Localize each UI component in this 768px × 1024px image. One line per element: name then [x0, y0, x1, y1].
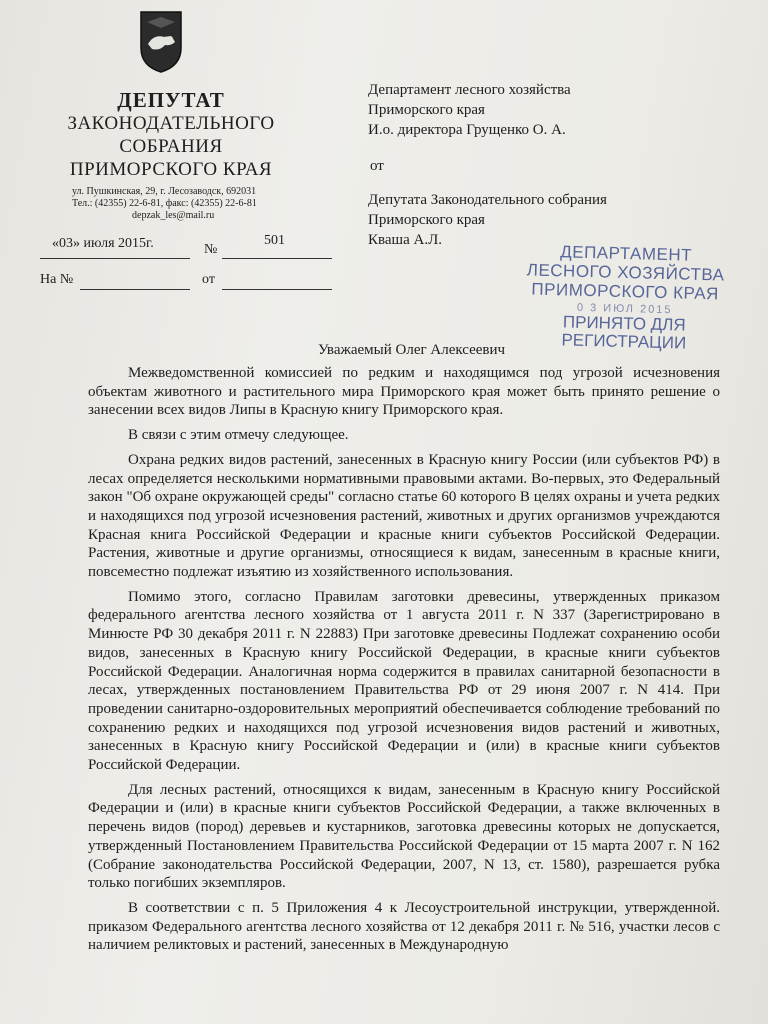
body-paragraph: Охрана редких видов растений, занесенных в Красную книгу России (или субъектов РФ) в лесах определяется несколькими нормативными правовыми актами. Во-первых, это Федеральный закон "Об охране окружающей среды" согласно статье 60 которого В целях охраны и учета редких и находящихся под угрозой исчезновения растений, животных и других организмов учреждаются Красная книга Российской Федерации и красные книги субъектов Российской Федерации. Растения, животные и другие организмы, относящиеся к видам, занесенным в красные книги, повсеместно подлежат изъятию из хозяйственного использования. — [88, 451, 720, 581]
sender-line-1: Депутата Законодательного собрания — [368, 192, 607, 208]
sender-line-3: Кваша А.Л. — [368, 232, 443, 248]
reference-underline — [80, 289, 190, 290]
reference-from-label: от — [202, 272, 215, 287]
stamp-line-5: РЕГИСТРАЦИИ — [561, 330, 687, 353]
org-line-1: ЗАКОНОДАТЕЛЬНОГО — [67, 113, 275, 134]
sender-organization-block — [40, 88, 302, 181]
coat-of-arms-emblem — [138, 8, 184, 74]
letter-body — [88, 364, 720, 961]
registration-stamp — [519, 241, 732, 353]
salutation: Уважаемый Олег Алексеевич — [318, 342, 506, 358]
sender-line-2: Приморского края — [368, 212, 485, 228]
reference-date-underline — [222, 289, 332, 290]
sender-block — [368, 190, 748, 250]
body-paragraph: В соответствии с п. 5 Приложения 4 к Лесоустроительной инструкции, утвержденной. приказом Федерального агентства лесного хозяйства от 12 декабря 2011 г. № 516, участки лесов с наличием реликтовых и растений, занесенных в Международную — [88, 899, 720, 954]
body-paragraph: В связи с этим отмечу следующее. — [128, 427, 349, 444]
body-paragraph: Помимо этого, согласно Правилам заготовки древесины, утвержденных приказом федерального агентства лесного хозяйства от 1 августа 2011 г. N 337 (Зарегистрировано в Минюсте РФ 30 декабря 2011 г. N 22883) При заготовке древесины Подлежат сохранению особи видов, занесенных в Красную книгу Российской Федерации, в красные книги субъектов Российской Федерации. Аналогичная норма содержится в правилах санитарной безопасности в лесах, утвержденных постановлением Правительства РФ от 29 июня 2007 г. N 414. При проведении санитарно-оздоровительных мероприятий обеспечивается соблюдение требований по сохранению редких и находящихся под угрозой исчезновения видов растений и животных, занесенных в Красную книгу Российской Федерации и (или) в красные книги субъектов Российской Федерации. — [88, 588, 720, 774]
phone-fax: Тел.: (42355) 22-6-81, факс: (42355) 22-6-81 — [72, 198, 257, 209]
date-underline — [40, 258, 190, 259]
stamp-line-2: ЛЕСНОГО ХОЗЯЙСТВА — [526, 260, 725, 285]
addressee-line-2: Приморского края — [368, 102, 485, 118]
addressee-line-3: И.о. директора Грущенко О. А. — [368, 122, 566, 138]
outgoing-number: 501 — [264, 233, 285, 248]
stamp-date: 0 3 ИЮЛ 2015 — [576, 301, 673, 317]
stamp-line-1: ДЕПАРТАМЕНТ — [560, 242, 693, 265]
email: depzak_les@mail.ru — [132, 210, 215, 221]
contact-info — [72, 186, 302, 222]
org-line-3: ПРИМОРСКОГО КРАЯ — [69, 159, 273, 180]
addressee-line-1: Департамент лесного хозяйства — [368, 82, 571, 98]
deputy-title: ДЕПУТАТ — [117, 88, 225, 112]
outgoing-date: «03» июля 2015г. — [52, 236, 154, 251]
reference-label: На № — [40, 272, 74, 287]
body-paragraph: Межведомственной комиссией по редким и находящимся под угрозой исчезновения объектам животного и растительного мира Приморского края может быть принято решение о занесении всех видов Липы в Красную книгу Приморского края. — [88, 365, 720, 419]
postal-address: ул. Пушкинская, 29, г. Лесозаводск, 692031 — [72, 186, 257, 197]
number-label: № — [204, 242, 218, 257]
body-paragraph: Для лесных растений, относящихся к видам, занесенным в Красную книгу Российской Федерации и (или) в красные книги субъектов Российской Федерации, а также включенных в перечень видов (пород) деревьев и кустарников, заготовка древесины которых не допускается, утвержденный Постановлением Правительства Российской Федерации от 15 марта 2007 г. N 162 (Собрание законодательства Российской Федерации, 2007, N 13, ст. 1580), разрешается рубка только погибших экземпляров. — [88, 781, 720, 892]
addressee-block — [368, 80, 748, 140]
stamp-line-3: ПРИМОРСКОГО КРАЯ — [531, 279, 720, 304]
stamp-line-4: ПРИНЯТО ДЛЯ — [562, 312, 686, 335]
org-line-2: СОБРАНИЯ — [119, 136, 223, 157]
number-underline — [222, 258, 332, 259]
from-label: от — [370, 158, 384, 174]
